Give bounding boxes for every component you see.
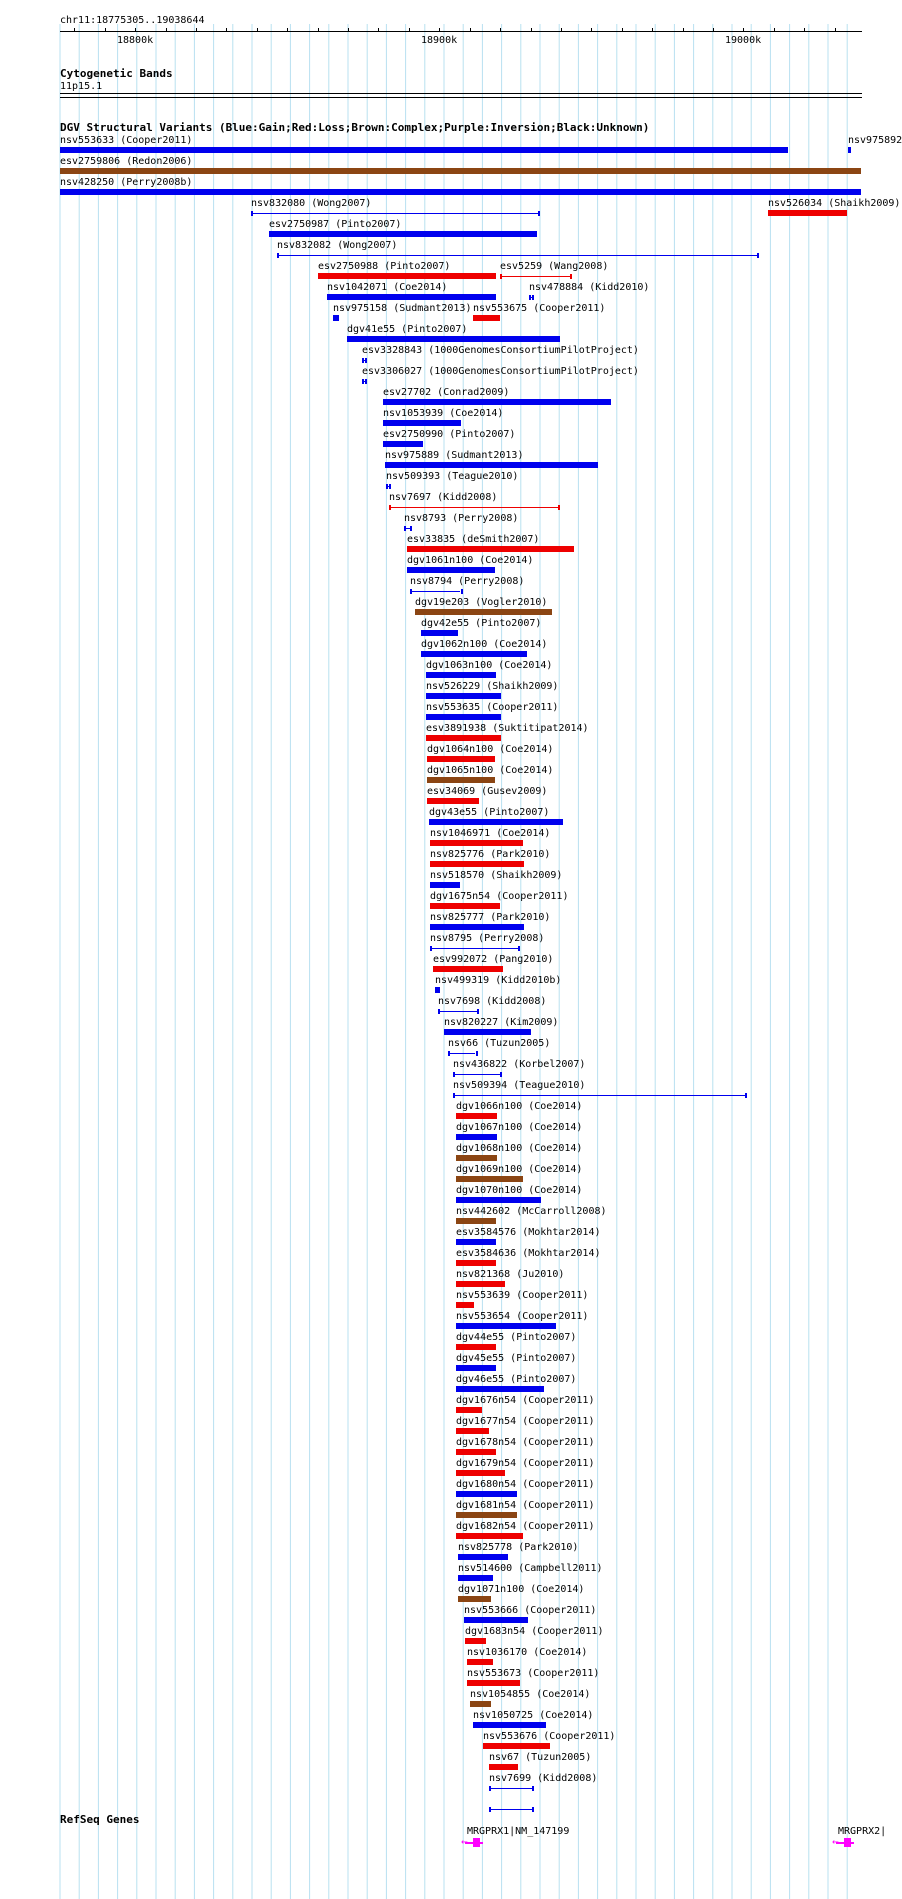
sv-bar[interactable] xyxy=(433,966,503,972)
strand-arrow-icon: ← xyxy=(461,1835,468,1848)
sv-line[interactable] xyxy=(438,1011,478,1012)
sv-bar[interactable] xyxy=(444,1029,531,1035)
sv-bar[interactable] xyxy=(426,693,501,699)
sv-end-cap xyxy=(453,1093,455,1098)
sv-label[interactable]: nsv553633 (Cooper2011) xyxy=(60,135,193,146)
ruler-tick xyxy=(500,28,501,32)
sv-bar[interactable] xyxy=(848,147,851,153)
sv-label[interactable]: dgv19e203 (Vogler2010) xyxy=(415,597,548,608)
sv-bar[interactable] xyxy=(426,672,496,678)
position-label: chr11:18775305..19038644 xyxy=(60,15,205,26)
sv-bar[interactable] xyxy=(465,1638,486,1644)
sv-label[interactable]: esv3891938 (Suktitipat2014) xyxy=(426,723,589,734)
sv-line[interactable] xyxy=(277,255,758,256)
sv-bar[interactable] xyxy=(456,1176,523,1182)
sv-bar[interactable] xyxy=(427,756,495,762)
sv-end-cap xyxy=(430,946,432,951)
sv-label[interactable]: nsv820227 (Kim2009) xyxy=(444,1017,559,1028)
sv-line[interactable] xyxy=(500,276,570,277)
sv-label[interactable]: esv992072 (Pang2010) xyxy=(433,954,554,965)
gene-label[interactable]: MRGPRX2| xyxy=(838,1826,887,1837)
sv-bar[interactable] xyxy=(768,210,847,216)
sv-bar[interactable] xyxy=(473,1722,546,1728)
sv-label[interactable]: esv33835 (deSmith2007) xyxy=(407,534,540,545)
sv-end-cap xyxy=(251,211,253,216)
sv-end-cap xyxy=(489,1807,491,1812)
ruler-tick-label: 18800k xyxy=(117,35,154,46)
sv-bar[interactable] xyxy=(327,294,496,300)
sv-end-cap xyxy=(386,484,388,489)
sv-label[interactable]: esv3328843 (1000GenomesConsortiumPilotProject) xyxy=(362,345,639,356)
sv-end-cap xyxy=(448,1051,450,1056)
sv-label[interactable]: nsv975889 (Sudmant2013) xyxy=(385,450,524,461)
sv-label[interactable]: dgv1068n100 (Coe2014) xyxy=(456,1143,583,1154)
sv-label[interactable]: nsv832080 (Wong2007) xyxy=(251,198,372,209)
sv-bar[interactable] xyxy=(456,1113,497,1119)
sv-label[interactable]: nsv553673 (Cooper2011) xyxy=(467,1668,600,1679)
sv-label[interactable]: dgv1067n100 (Coe2014) xyxy=(456,1122,583,1133)
sv-bar[interactable] xyxy=(430,882,460,888)
sv-bar[interactable] xyxy=(430,903,500,909)
sv-end-cap xyxy=(362,358,364,363)
sv-end-cap xyxy=(410,526,412,531)
sv-label[interactable]: dgv1069n100 (Coe2014) xyxy=(456,1164,583,1175)
sv-end-cap xyxy=(538,211,540,216)
sv-end-cap xyxy=(532,295,534,300)
cytoband-track-title: Cytogenetic Bands xyxy=(60,67,173,80)
sv-bar[interactable] xyxy=(456,1449,496,1455)
ruler-tick xyxy=(743,28,744,32)
sv-label[interactable]: nsv1036170 (Coe2014) xyxy=(467,1647,588,1658)
sv-end-cap xyxy=(500,1072,502,1077)
ruler-tick xyxy=(531,28,532,32)
strand-arrow-icon: ← xyxy=(832,1835,839,1848)
sv-label[interactable]: nsv509393 (Teague2010) xyxy=(386,471,519,482)
sv-line[interactable] xyxy=(453,1074,500,1075)
gene-exon[interactable] xyxy=(844,1838,851,1847)
sv-bar[interactable] xyxy=(383,441,423,447)
ruler-tick xyxy=(804,28,805,32)
sv-bar[interactable] xyxy=(385,462,598,468)
ruler-tick xyxy=(652,28,653,32)
sv-label[interactable]: dgv1677n54 (Cooper2011) xyxy=(456,1416,595,1427)
sv-label[interactable]: nsv825776 (Park2010) xyxy=(430,849,551,860)
sv-bar[interactable] xyxy=(458,1554,508,1560)
sv-end-cap xyxy=(570,274,572,279)
sv-label[interactable]: nsv8794 (Perry2008) xyxy=(410,576,525,587)
sv-end-cap xyxy=(453,1072,455,1077)
sv-label[interactable]: dgv1681n54 (Cooper2011) xyxy=(456,1500,595,1511)
sv-label[interactable]: dgv1062n100 (Coe2014) xyxy=(421,639,548,650)
sv-label[interactable]: nsv7697 (Kidd2008) xyxy=(389,492,498,503)
sv-label[interactable]: nsv553666 (Cooper2011) xyxy=(464,1605,597,1616)
sv-end-cap xyxy=(277,253,279,258)
sv-label[interactable]: dgv43e55 (Pinto2007) xyxy=(429,807,550,818)
sv-end-cap xyxy=(461,589,463,594)
sv-label[interactable]: nsv499319 (Kidd2010b) xyxy=(435,975,562,986)
ruler-tick xyxy=(561,28,562,32)
cytoband-divider xyxy=(60,97,862,98)
sv-label[interactable]: dgv45e55 (Pinto2007) xyxy=(456,1353,577,1364)
sv-bar[interactable] xyxy=(456,1323,556,1329)
sv-label[interactable]: dgv1678n54 (Cooper2011) xyxy=(456,1437,595,1448)
sv-label[interactable]: dgv41e55 (Pinto2007) xyxy=(347,324,468,335)
sv-line[interactable] xyxy=(389,507,558,508)
sv-label[interactable]: nsv66 (Tuzun2005) xyxy=(448,1038,551,1049)
sv-line[interactable] xyxy=(251,213,538,214)
sv-label[interactable]: nsv7698 (Kidd2008) xyxy=(438,996,547,1007)
sv-label[interactable]: nsv832082 (Wong2007) xyxy=(277,240,398,251)
sv-bar[interactable] xyxy=(407,567,495,573)
sv-label[interactable]: esv3584636 (Mokhtar2014) xyxy=(456,1248,601,1259)
sv-label[interactable]: nsv1042071 (Coe2014) xyxy=(327,282,448,293)
sv-end-cap xyxy=(757,253,759,258)
sv-label[interactable]: nsv428250 (Perry2008b) xyxy=(60,177,193,188)
sv-end-cap xyxy=(532,1786,534,1791)
sv-line[interactable] xyxy=(448,1053,475,1054)
dgv-track-title: DGV Structural Variants (Blue:Gain;Red:Loss;Brown:Complex;Purple:Inversion;Black:Unknown) xyxy=(60,121,650,134)
sv-bar[interactable] xyxy=(489,1764,518,1770)
sv-bar[interactable] xyxy=(473,315,500,321)
sv-bar[interactable] xyxy=(60,147,788,153)
sv-end-cap xyxy=(518,946,520,951)
sv-label[interactable]: nsv975892 xyxy=(848,135,902,146)
sv-label[interactable]: esv27702 (Conrad2009) xyxy=(383,387,510,398)
sv-label[interactable]: dgv1680n54 (Cooper2011) xyxy=(456,1479,595,1490)
sv-end-cap xyxy=(362,379,364,384)
sv-bar[interactable] xyxy=(421,651,527,657)
ruler-tick xyxy=(683,28,684,32)
sv-label[interactable]: dgv42e55 (Pinto2007) xyxy=(421,618,542,629)
sv-label[interactable]: nsv1053939 (Coe2014) xyxy=(383,408,504,419)
sv-label[interactable]: nsv553676 (Cooper2011) xyxy=(483,1731,616,1742)
sv-line[interactable] xyxy=(453,1095,745,1096)
sv-label[interactable]: dgv44e55 (Pinto2007) xyxy=(456,1332,577,1343)
sv-bar[interactable] xyxy=(458,1596,491,1602)
sv-bar[interactable] xyxy=(467,1680,520,1686)
sv-bar[interactable] xyxy=(383,420,461,426)
ruler-tick xyxy=(622,28,623,32)
sv-label[interactable]: nsv478884 (Kidd2010) xyxy=(529,282,650,293)
sv-bar[interactable] xyxy=(383,399,611,405)
sv-bar[interactable] xyxy=(427,798,479,804)
sv-bar[interactable] xyxy=(415,609,552,615)
sv-label[interactable]: dgv1070n100 (Coe2014) xyxy=(456,1185,583,1196)
sv-end-cap xyxy=(489,1786,491,1791)
sv-label[interactable]: nsv1046971 (Coe2014) xyxy=(430,828,551,839)
sv-bar[interactable] xyxy=(347,336,560,342)
sv-end-cap xyxy=(438,1009,440,1014)
sv-label[interactable]: nsv509394 (Teague2010) xyxy=(453,1080,586,1091)
gene-label[interactable]: MRGPRX1|NM_147199 xyxy=(467,1826,570,1837)
sv-end-cap xyxy=(476,1051,478,1056)
sv-label[interactable]: nsv67 (Tuzun2005) xyxy=(489,1752,592,1763)
sv-end-cap xyxy=(365,358,367,363)
sv-label[interactable]: nsv553654 (Cooper2011) xyxy=(456,1311,589,1322)
sv-label[interactable]: dgv1675n54 (Cooper2011) xyxy=(430,891,569,902)
sv-bar[interactable] xyxy=(430,924,524,930)
sv-end-cap xyxy=(532,1807,534,1812)
sv-bar[interactable] xyxy=(421,630,458,636)
sv-label[interactable]: esv2750988 (Pinto2007) xyxy=(318,261,451,272)
sv-label[interactable]: nsv553639 (Cooper2011) xyxy=(456,1290,589,1301)
sv-label[interactable]: dgv1679n54 (Cooper2011) xyxy=(456,1458,595,1469)
ruler-tick xyxy=(226,28,227,32)
sv-bar[interactable] xyxy=(456,1155,497,1161)
sv-label[interactable]: nsv821368 (Ju2010) xyxy=(456,1269,565,1280)
sv-bar[interactable] xyxy=(456,1386,544,1392)
sv-bar[interactable] xyxy=(426,714,501,720)
ruler-tick xyxy=(409,28,410,32)
refseq-track-title: RefSeq Genes xyxy=(60,1813,140,1826)
ruler-tick xyxy=(348,28,349,32)
sv-bar[interactable] xyxy=(467,1659,493,1665)
sv-end-cap xyxy=(365,379,367,384)
sv-bar[interactable] xyxy=(435,987,440,993)
sv-bar[interactable] xyxy=(318,273,496,279)
sv-bar[interactable] xyxy=(456,1470,505,1476)
sv-line[interactable] xyxy=(410,591,460,592)
ruler-tick xyxy=(713,28,714,32)
sv-bar[interactable] xyxy=(456,1281,505,1287)
ruler-line xyxy=(60,31,862,32)
sv-label[interactable]: nsv442602 (McCarroll2008) xyxy=(456,1206,607,1217)
sv-bar[interactable] xyxy=(456,1134,497,1140)
sv-label[interactable]: nsv1050725 (Coe2014) xyxy=(473,1710,594,1721)
sv-bar[interactable] xyxy=(456,1428,489,1434)
sv-label[interactable]: nsv436822 (Korbel2007) xyxy=(453,1059,586,1070)
sv-bar[interactable] xyxy=(429,819,563,825)
sv-bar[interactable] xyxy=(456,1365,496,1371)
ruler-tick xyxy=(318,28,319,32)
sv-label[interactable]: nsv975158 (Sudmant2013) xyxy=(333,303,472,314)
sv-label[interactable]: dgv1683n54 (Cooper2011) xyxy=(465,1626,604,1637)
sv-bar[interactable] xyxy=(430,840,523,846)
sv-end-cap xyxy=(745,1093,747,1098)
sv-bar[interactable] xyxy=(456,1197,541,1203)
sv-label[interactable]: dgv1676n54 (Cooper2011) xyxy=(456,1395,595,1406)
ruler-tick-label: 19000k xyxy=(725,35,762,46)
sv-bar[interactable] xyxy=(60,189,861,195)
sv-bar[interactable] xyxy=(269,231,537,237)
sv-line[interactable] xyxy=(489,1809,532,1810)
sv-end-cap xyxy=(558,505,560,510)
sv-bar[interactable] xyxy=(456,1491,517,1497)
sv-end-cap xyxy=(500,274,502,279)
sv-label[interactable]: nsv8795 (Perry2008) xyxy=(430,933,545,944)
sv-label[interactable]: esv2750990 (Pinto2007) xyxy=(383,429,516,440)
sv-label[interactable]: nsv7699 (Kidd2008) xyxy=(489,1773,598,1784)
sv-bar[interactable] xyxy=(456,1407,482,1413)
sv-bar[interactable] xyxy=(456,1239,496,1245)
ruler-tick xyxy=(135,28,136,32)
ruler-tick xyxy=(470,28,471,32)
sv-label[interactable]: dgv1066n100 (Coe2014) xyxy=(456,1101,583,1112)
sv-label[interactable]: dgv1064n100 (Coe2014) xyxy=(427,744,554,755)
ruler-tick xyxy=(74,28,75,32)
sv-label[interactable]: nsv1054855 (Coe2014) xyxy=(470,1689,591,1700)
sv-bar[interactable] xyxy=(456,1302,474,1308)
ruler-tick xyxy=(774,28,775,32)
sv-label[interactable]: nsv553675 (Cooper2011) xyxy=(473,303,606,314)
sv-bar[interactable] xyxy=(333,315,339,321)
sv-label[interactable]: nsv825777 (Park2010) xyxy=(430,912,551,923)
sv-label[interactable]: esv3584576 (Mokhtar2014) xyxy=(456,1227,601,1238)
sv-label[interactable]: esv2750987 (Pinto2007) xyxy=(269,219,402,230)
ruler-tick xyxy=(257,28,258,32)
ruler-tick xyxy=(439,28,440,32)
sv-line[interactable] xyxy=(430,948,518,949)
sv-bar[interactable] xyxy=(483,1743,550,1749)
sv-label[interactable]: esv2759806 (Redon2006) xyxy=(60,156,193,167)
ruler-tick xyxy=(196,28,197,32)
sv-label[interactable]: dgv1065n100 (Coe2014) xyxy=(427,765,554,776)
sv-bar[interactable] xyxy=(430,861,524,867)
cytoband-label: 11p15.1 xyxy=(60,81,103,92)
sv-label[interactable]: nsv526229 (Shaikh2009) xyxy=(426,681,559,692)
sv-label[interactable]: dgv1682n54 (Cooper2011) xyxy=(456,1521,595,1532)
sv-label[interactable]: nsv518570 (Shaikh2009) xyxy=(430,870,563,881)
sv-bar[interactable] xyxy=(470,1701,491,1707)
sv-label[interactable]: nsv825778 (Park2010) xyxy=(458,1542,579,1553)
sv-end-cap xyxy=(410,589,412,594)
sv-label[interactable]: nsv526034 (Shaikh2009) xyxy=(768,198,901,209)
sv-label[interactable]: nsv514600 (Campbell2011) xyxy=(458,1563,603,1574)
sv-label[interactable]: dgv1063n100 (Coe2014) xyxy=(426,660,553,671)
sv-bar[interactable] xyxy=(456,1260,496,1266)
ruler-tick xyxy=(166,28,167,32)
sv-label[interactable]: dgv46e55 (Pinto2007) xyxy=(456,1374,577,1385)
ruler-tick xyxy=(591,28,592,32)
sv-label[interactable]: nsv8793 (Perry2008) xyxy=(404,513,519,524)
sv-end-cap xyxy=(389,484,391,489)
sv-bar[interactable] xyxy=(456,1218,496,1224)
sv-bar[interactable] xyxy=(427,777,495,783)
sv-label[interactable]: esv34069 (Gusev2009) xyxy=(427,786,548,797)
sv-label[interactable]: esv3306027 (1000GenomesConsortiumPilotProject) xyxy=(362,366,639,377)
gene-exon[interactable] xyxy=(473,1838,480,1847)
sv-end-cap xyxy=(404,526,406,531)
sv-bar[interactable] xyxy=(458,1575,493,1581)
sv-bar[interactable] xyxy=(60,168,861,174)
ruler-tick xyxy=(105,28,106,32)
sv-bar[interactable] xyxy=(407,546,574,552)
ruler-tick xyxy=(287,28,288,32)
ruler-tick xyxy=(835,28,836,32)
sv-label[interactable]: esv5259 (Wang2008) xyxy=(500,261,609,272)
sv-end-cap xyxy=(477,1009,479,1014)
sv-line[interactable] xyxy=(489,1788,532,1789)
sv-label[interactable]: nsv553635 (Cooper2011) xyxy=(426,702,559,713)
sv-bar[interactable] xyxy=(426,735,501,741)
ruler-tick-label: 18900k xyxy=(421,35,458,46)
sv-bar[interactable] xyxy=(464,1617,528,1623)
sv-label[interactable]: dgv1061n100 (Coe2014) xyxy=(407,555,534,566)
sv-bar[interactable] xyxy=(456,1512,517,1518)
ruler-tick xyxy=(378,28,379,32)
sv-end-cap xyxy=(529,295,531,300)
sv-end-cap xyxy=(389,505,391,510)
cytoband-divider xyxy=(60,93,862,94)
sv-bar[interactable] xyxy=(456,1344,496,1350)
sv-label[interactable]: dgv1071n100 (Coe2014) xyxy=(458,1584,585,1595)
sv-bar[interactable] xyxy=(456,1533,523,1539)
